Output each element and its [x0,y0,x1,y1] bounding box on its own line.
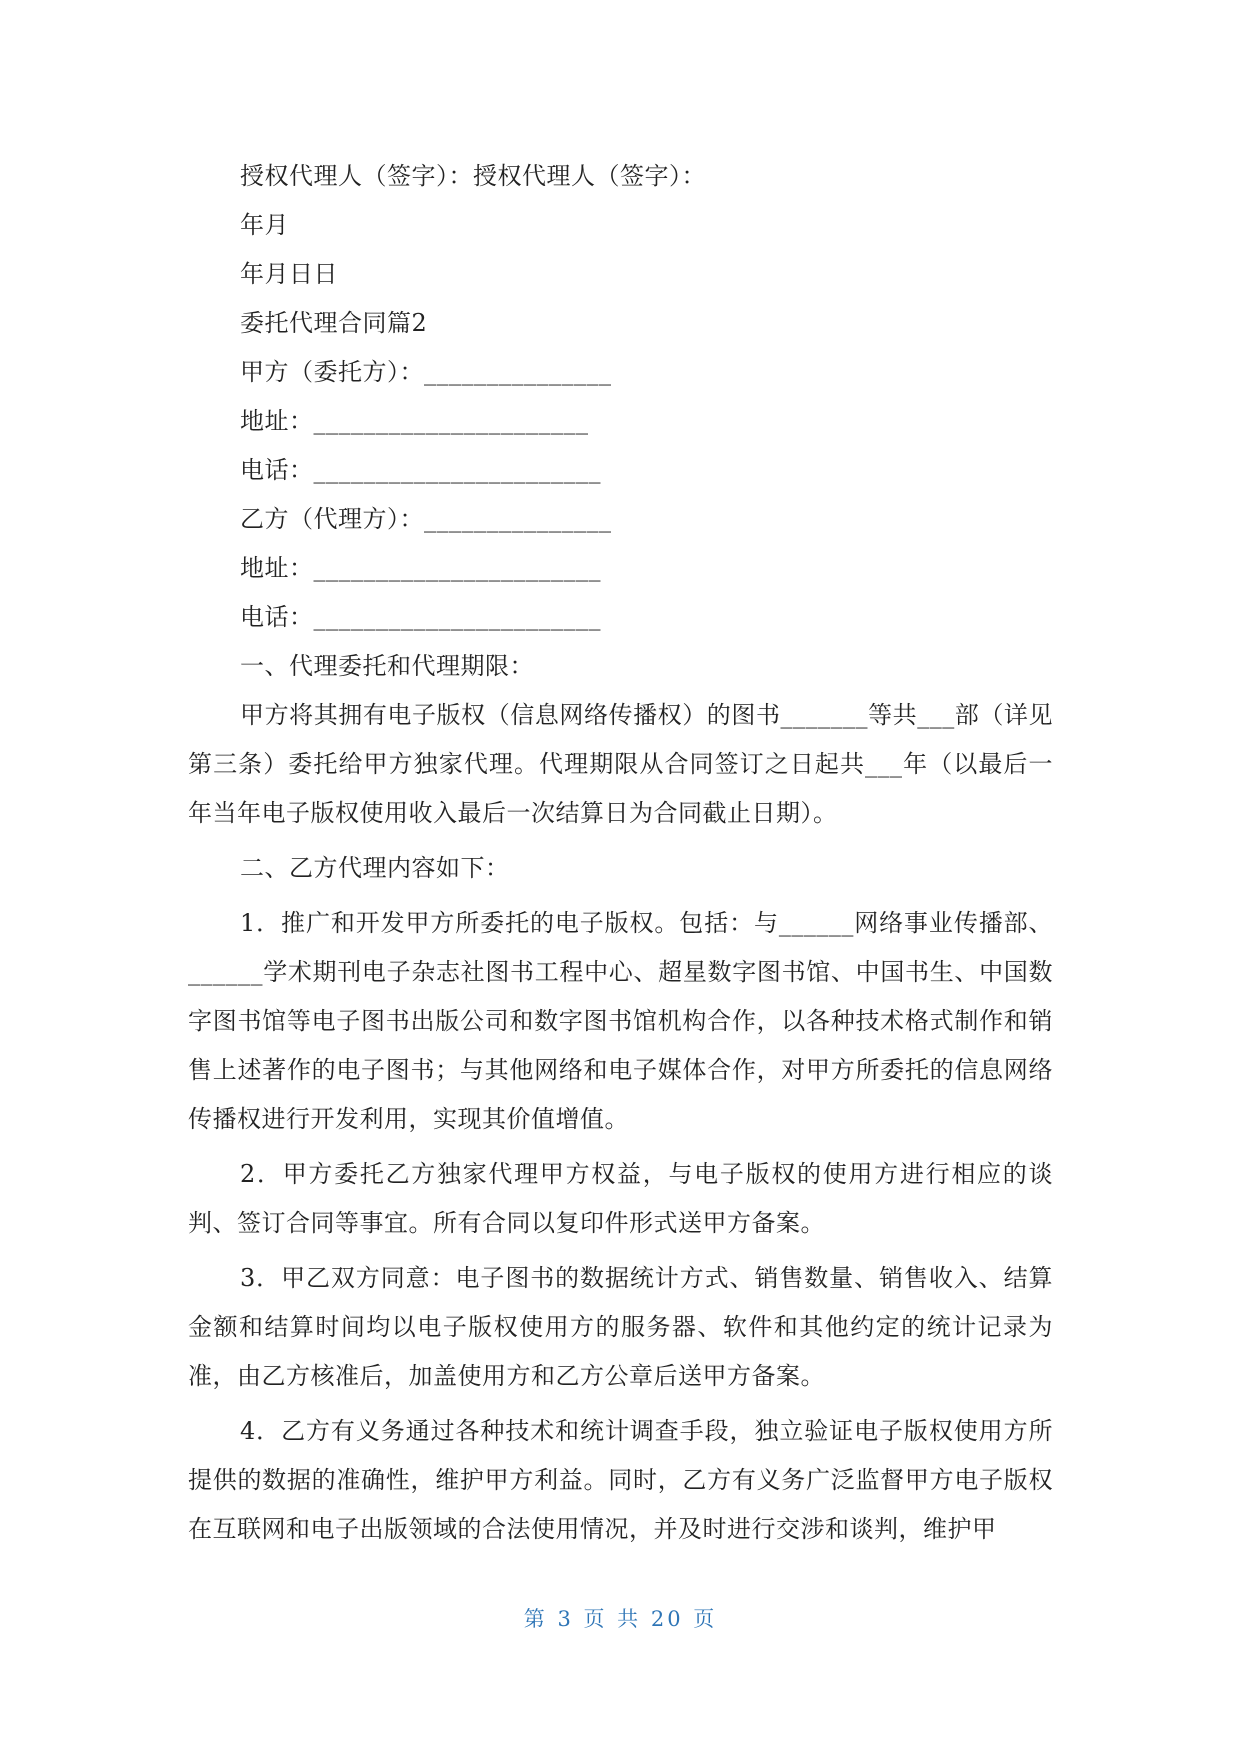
party-b-address-line: 地址：_______________________ [240,554,601,582]
party-b-line: 乙方（代理方）：_______________ [240,505,612,533]
clause-2-item-3: 3．甲乙双方同意：电子图书的数据统计方式、销售数量、销售收入、结算金额和结算时间均以电子版权使用方的服务器、软件和其他约定的统计记录为准，由乙方核准后，加盖使用方和乙方公章后送甲方备案。 [188,1264,1053,1390]
date-line-1: 年月 [240,211,289,239]
party-b-phone-line: 电话：_______________________ [240,603,601,631]
clause-2-item-2: 2．甲方委托乙方独家代理甲方权益，与电子版权的使用方进行相应的谈判、签订合同等事宜。所有合同以复印件形式送甲方备案。 [188,1160,1053,1237]
clause-1-paragraph: 甲方将其拥有电子版权（信息网络传播权）的图书_______等共___部（详见第三条）委托给甲方独家代理。代理期限从合同签订之日起共___年（以最后一年当年电子版权使用收入最后一次结算日为合同截止日期）。 [188,701,1053,827]
section-title: 委托代理合同篇2 [240,309,428,337]
date-line-2: 年月日日 [240,260,338,288]
clause-heading-2: 二、乙方代理内容如下： [240,854,510,882]
clause-2-item-4: 4．乙方有义务通过各种技术和统计调查手段，独立验证电子版权使用方所提供的数据的准确性，维护甲方利益。同时，乙方有义务广泛监督甲方电子版权在互联网和电子出版领域的合法使用情况，并及时进行交涉和谈判，维护甲 [188,1417,1053,1543]
clause-2-item-1: 1．推广和开发甲方所委托的电子版权。包括：与______网络事业传播部、______学术期刊电子杂志社图书工程中心、超星数字图书馆、中国书生、中国数字图书馆等电子图书出版公司和数字图书馆机构合作，以各种技术格式制作和销售上述著作的电子图书；与其他网络和电子媒体合作，对甲方所委托的信息网络传播权进行开发利用，实现其价值增值。 [188,909,1053,1133]
page-number-footer: 第 3 页 共 20 页 [523,1607,718,1631]
signature-line: 授权代理人（签字）：授权代理人（签字）： [240,162,706,190]
clause-heading-1: 一、代理委托和代理期限： [240,652,534,680]
party-a-line: 甲方（委托方）：_______________ [240,358,612,386]
party-a-phone-line: 电话：_______________________ [240,456,601,484]
document-body [188,152,1053,1554]
party-a-address-line: 地址：______________________ [240,407,589,435]
